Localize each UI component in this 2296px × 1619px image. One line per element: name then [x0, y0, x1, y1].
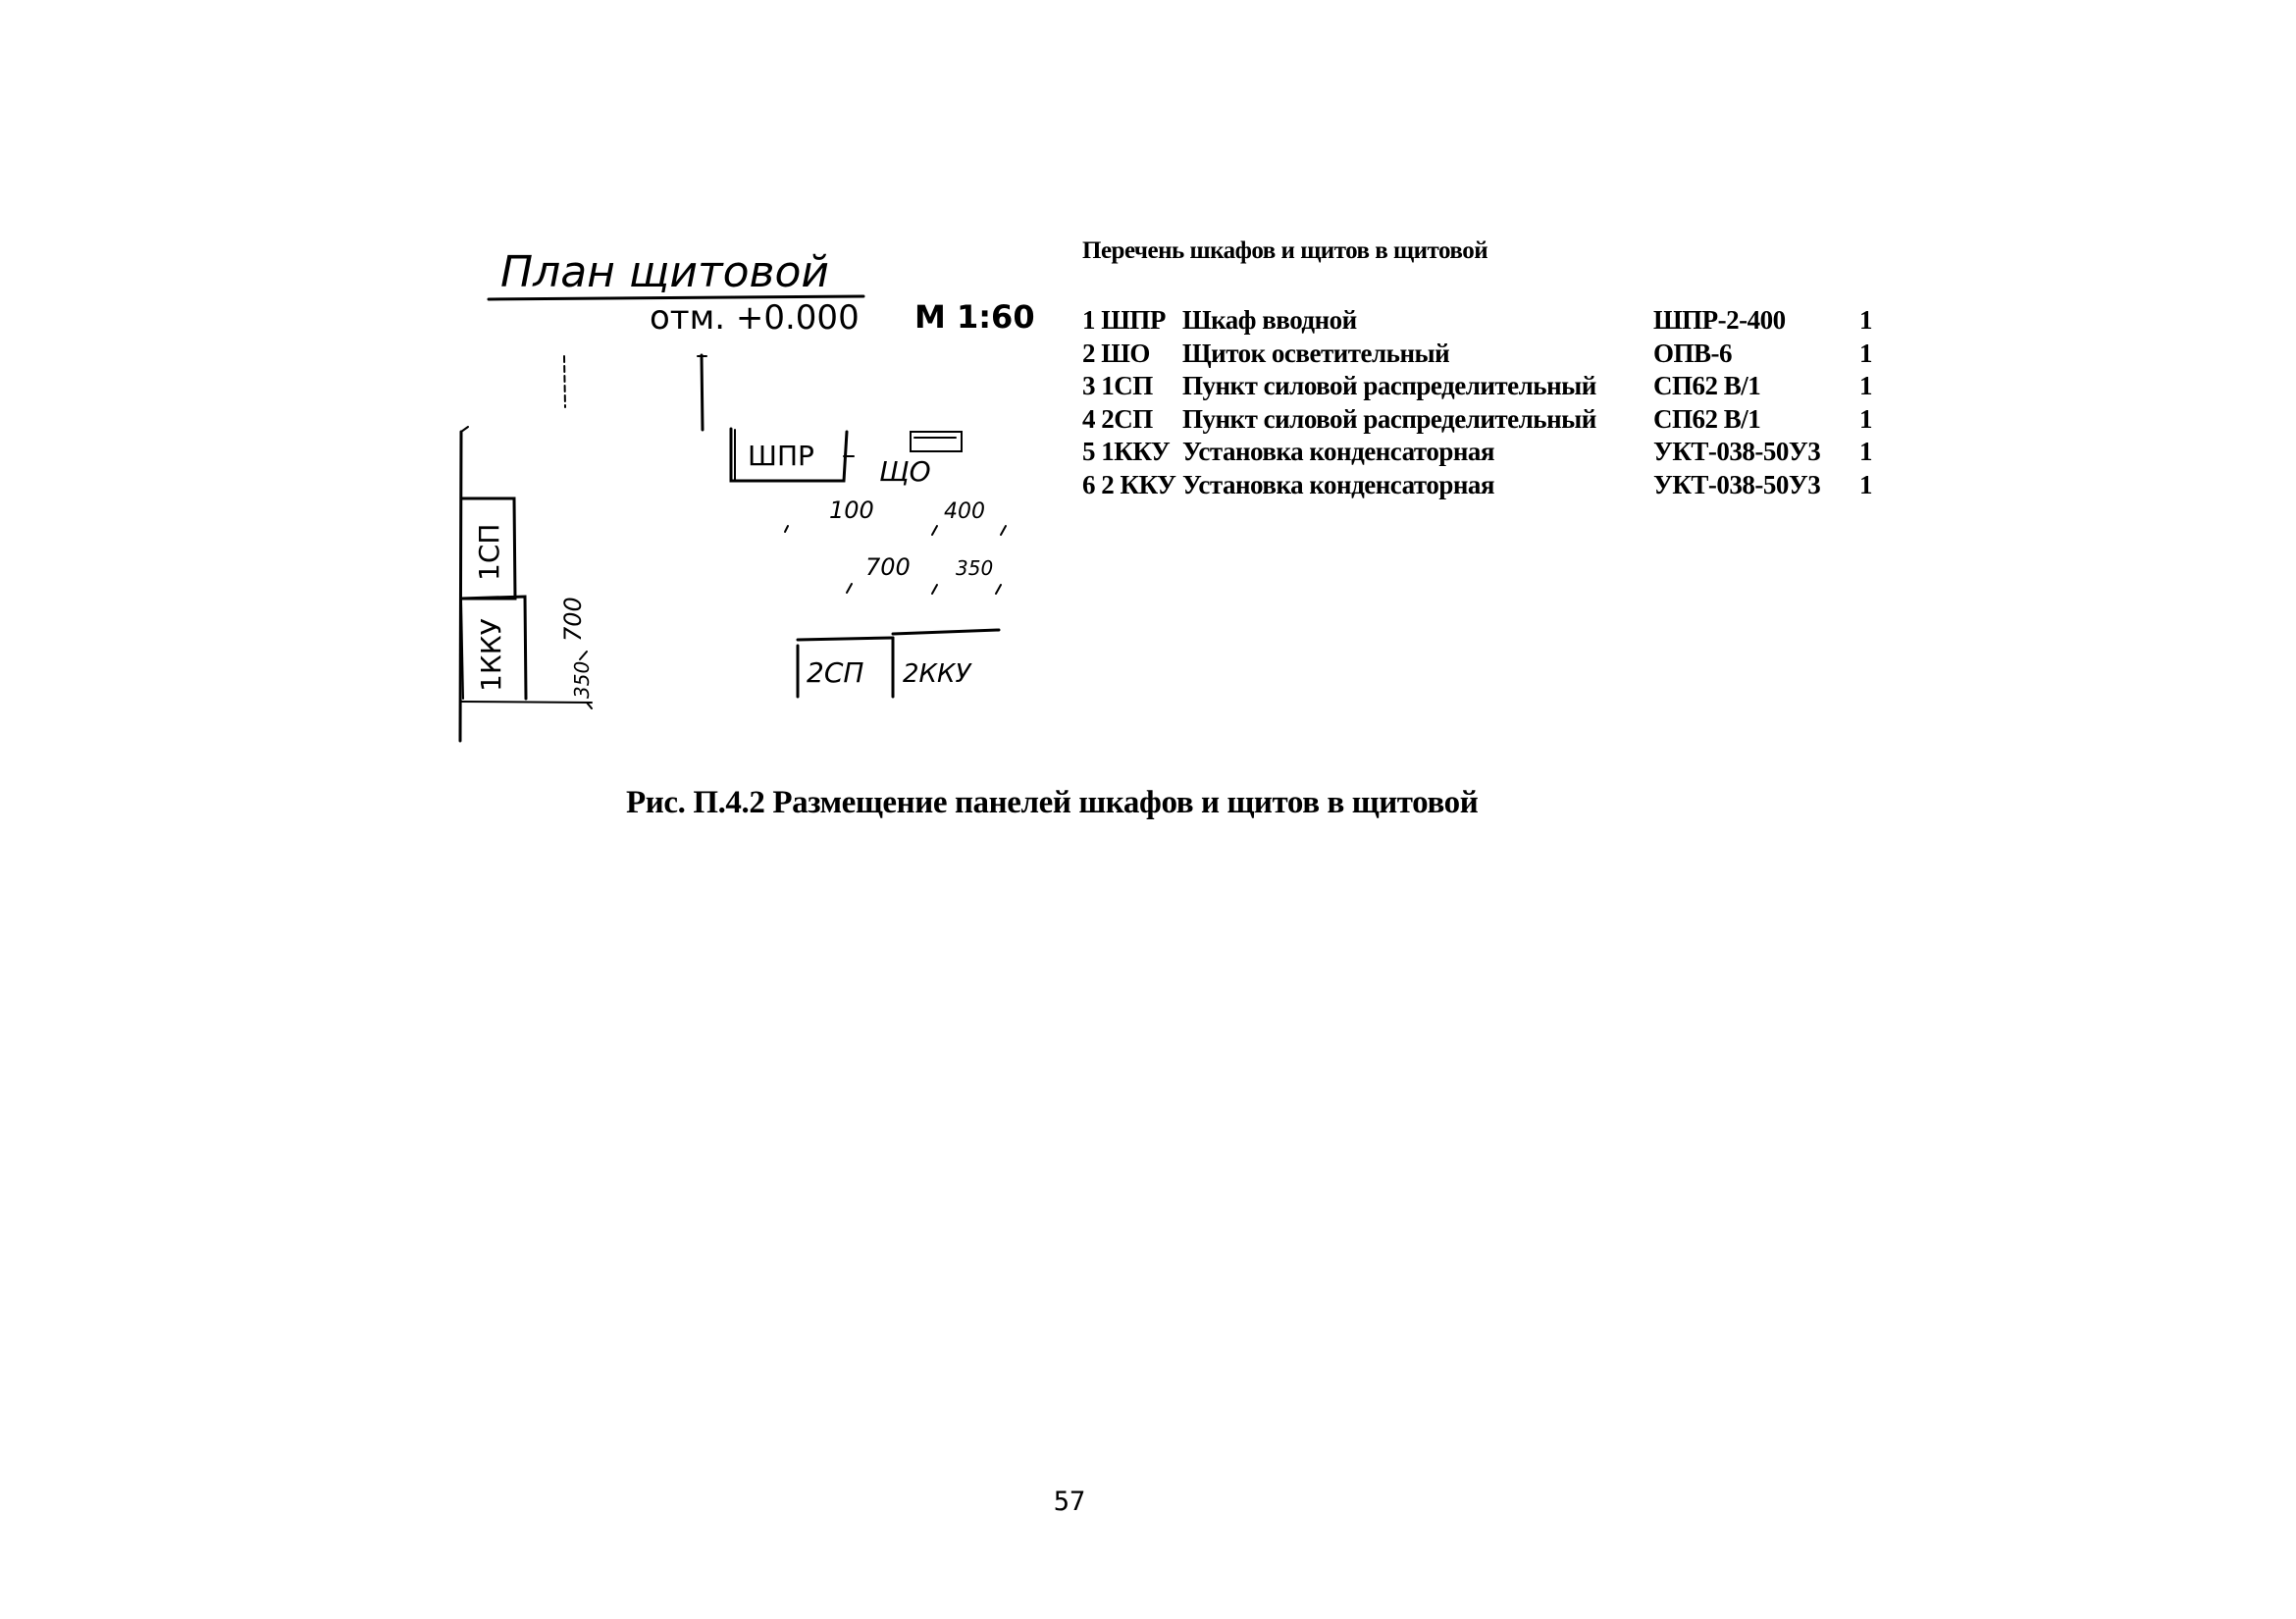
item-number: 3 1СП — [1082, 371, 1153, 400]
switchboard-plan-drawing — [442, 245, 1050, 756]
item-number: 1 ШПР — [1082, 305, 1166, 335]
plan-scale: М 1:60 — [914, 298, 1035, 336]
item-type: УКТ-038-50У3 — [1653, 437, 1821, 466]
panel-label-2sp: 2СП — [807, 656, 864, 689]
item-quantity: 1 — [1859, 305, 1872, 335]
panel-label-shcho: ЩО — [879, 455, 931, 488]
plan-level: отм. +0.000 — [650, 298, 860, 338]
item-type: ШПР-2-400 — [1653, 305, 1786, 335]
page-number: 57 — [1053, 1487, 1086, 1517]
item-type: СП62 В/1 — [1653, 403, 1761, 434]
dimension-label: 350 — [570, 660, 594, 699]
panel-label-1kku: 1ККУ — [475, 618, 507, 692]
item-quantity: 1 — [1859, 403, 1872, 434]
item-name: Пункт силовой распределительный — [1182, 403, 1596, 434]
dimension-label: 350 — [956, 556, 994, 580]
item-quantity: 1 — [1859, 338, 1872, 368]
list-title: Перечень шкафов и щитов в щитовой — [1082, 237, 1488, 264]
item-quantity: 1 — [1859, 437, 1872, 466]
item-number: 4 2СП — [1082, 403, 1153, 434]
dimension-label: 100 — [829, 496, 874, 524]
panel-label-2kku: 2ККУ — [903, 659, 971, 689]
item-quantity: 1 — [1859, 469, 1872, 499]
item-name: Установка конденсаторная — [1182, 437, 1494, 466]
item-type: СП62 В/1 — [1653, 371, 1761, 400]
item-number: 6 2 ККУ — [1082, 469, 1176, 499]
table-row — [1082, 403, 1879, 437]
panel-label-1sp: 1СП — [473, 523, 505, 581]
cabinet-list-table — [1082, 304, 1879, 501]
item-type: ОПВ-6 — [1653, 338, 1733, 368]
table-row — [1082, 436, 1879, 469]
item-number: 2 ШО — [1082, 338, 1150, 368]
plan-title: План щитовой — [500, 247, 829, 297]
item-name: Шкаф вводной — [1182, 305, 1357, 335]
dimension-label: 700 — [559, 597, 587, 642]
item-name: Пункт силовой распределительный — [1182, 371, 1596, 400]
figure-caption: Рис. П.4.2 Размещение панелей шкафов и щитов в щитовой — [626, 785, 1479, 820]
item-name: Установка конденсаторная — [1182, 469, 1494, 499]
dimension-label: 700 — [865, 553, 911, 581]
item-type: УКТ-038-50У3 — [1653, 469, 1821, 499]
table-row — [1082, 338, 1879, 371]
item-quantity: 1 — [1859, 371, 1872, 400]
table-row — [1082, 370, 1879, 403]
item-name: Щиток осветительный — [1182, 338, 1450, 368]
dimension-label: 400 — [944, 499, 985, 524]
table-row — [1082, 304, 1879, 338]
item-number: 5 1ККУ — [1082, 437, 1171, 466]
table-row — [1082, 469, 1879, 502]
panel-label-shpr: ШПР — [748, 440, 814, 472]
